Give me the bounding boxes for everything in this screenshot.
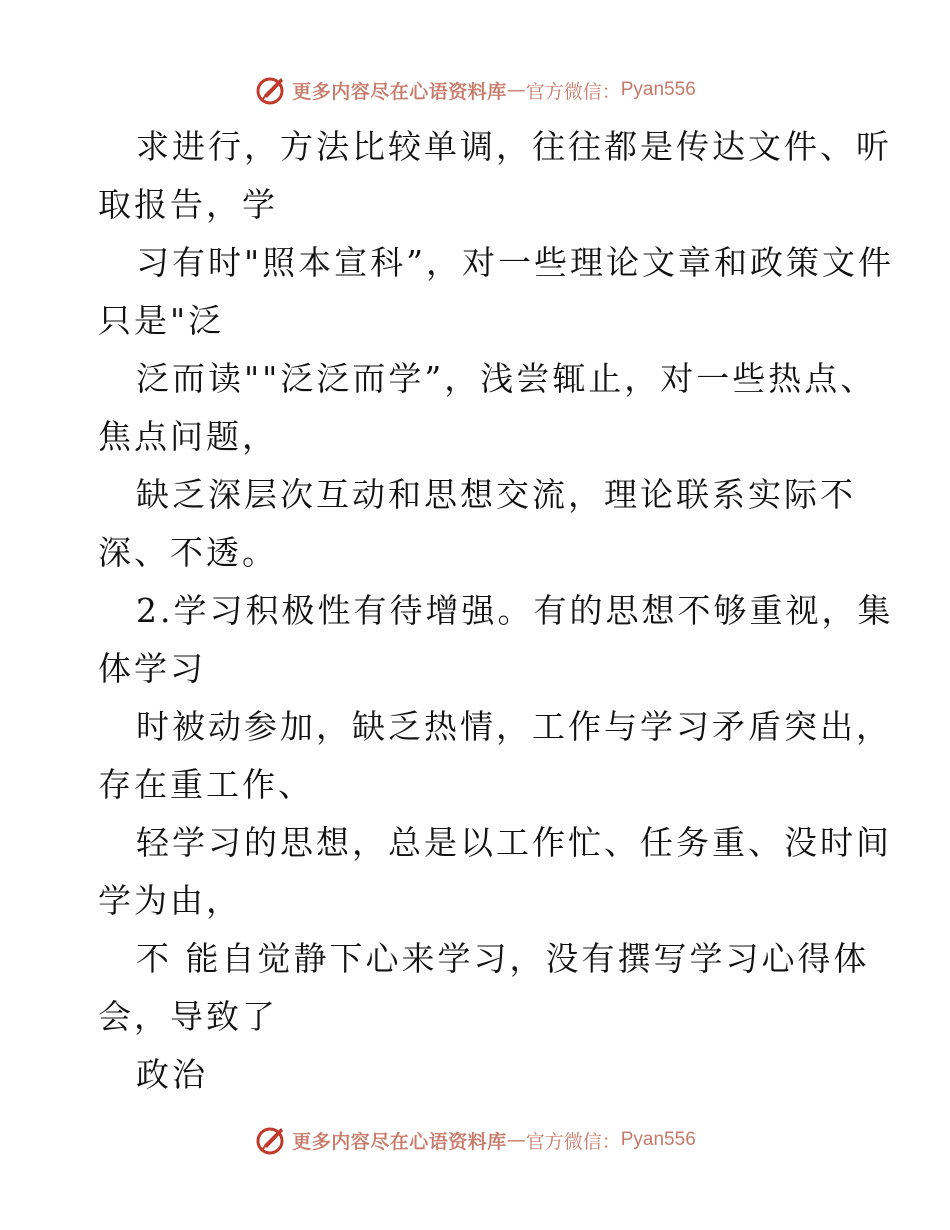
watermark-dash: —	[506, 1129, 526, 1151]
footer-watermark	[0, 1120, 950, 1160]
watermark-wechat-id: Pyan556	[620, 1129, 696, 1150]
paragraph-line: 只是"泛	[98, 301, 225, 340]
paragraph-line: 时被动参加，缺乏热情，工作与学习矛盾突出，	[136, 707, 892, 746]
paragraph-line: 会，导致了	[98, 997, 278, 1036]
paragraph-line: 求进行，方法比较单调，往往都是传达文件、听	[136, 127, 892, 166]
paragraph-line: 轻学习的思想，总是以工作忙、任务重、没时间	[136, 823, 892, 862]
quill-logo-icon	[254, 73, 288, 107]
paragraph-line: 不 能自觉静下心来学习，没有撰写学习心得体	[136, 939, 870, 978]
paragraph-line: 政治	[136, 1055, 208, 1094]
watermark-dash: —	[506, 79, 526, 101]
paragraph-line: 取报告，学	[98, 185, 278, 224]
paragraph-line: 泛而读""泛泛而学”，浅尝辄止，对一些热点、	[136, 359, 877, 398]
paragraph-line: 习有时"照本宣科”，对一些理论文章和政策文件	[136, 243, 895, 282]
watermark-wechat-id: Pyan556	[620, 79, 696, 100]
watermark-main-text: 更多内容尽在心语资料库	[292, 80, 507, 103]
paragraph-line: 缺乏深层次互动和思想交流，理论联系实际不	[136, 475, 856, 514]
paragraph-line: 焦点问题，	[98, 417, 278, 456]
watermark-main-text: 更多内容尽在心语资料库	[292, 1130, 507, 1153]
paragraph-line: 2.学习积极性有待增强。有的思想不够重视，集	[136, 591, 894, 630]
paragraph-line: 学为由，	[98, 881, 242, 920]
header-watermark	[0, 70, 950, 110]
paragraph-line: 深、不透。	[98, 533, 278, 572]
watermark-sub-text: 官方微信：	[525, 1130, 621, 1153]
paragraph-line: 体学习	[98, 649, 206, 688]
document-body	[98, 118, 895, 1104]
paragraph-line: 存在重工作、	[98, 765, 314, 804]
quill-logo-icon	[254, 1123, 288, 1157]
watermark-sub-text: 官方微信：	[525, 80, 621, 103]
